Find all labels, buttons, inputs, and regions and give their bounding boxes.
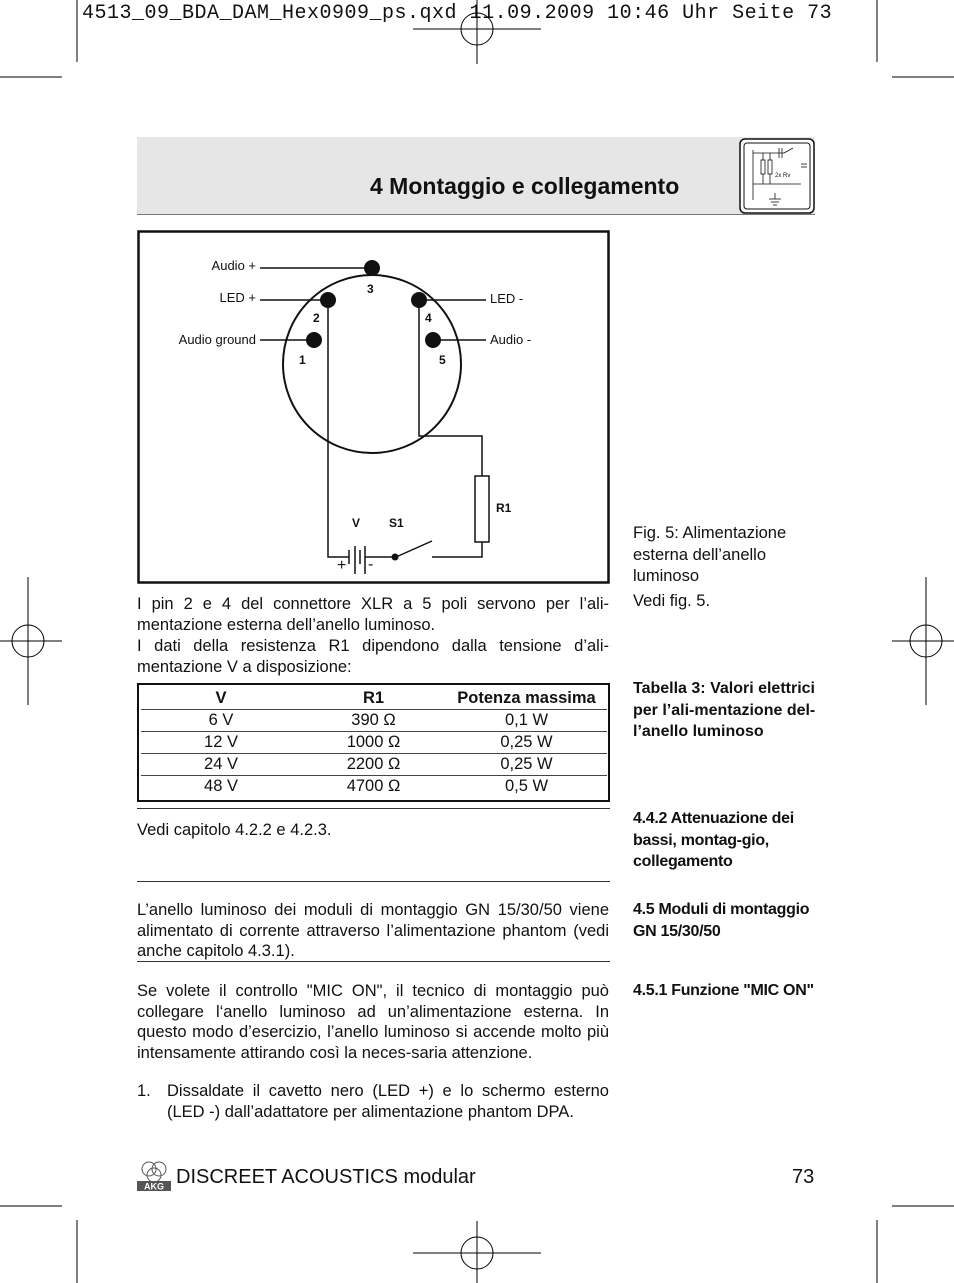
registration-mark-right	[892, 577, 954, 705]
paragraph-resistance: I dati della resistenza R1 dipendono dalla tensione d’ali-mentazione V a disposizione:	[137, 637, 609, 676]
table-row	[141, 776, 607, 798]
table-cell: 2200 Ω	[301, 754, 446, 776]
wiring-diagram	[137, 230, 610, 584]
table-cell: 0,25 W	[446, 754, 607, 776]
table-header-v: V	[141, 687, 301, 710]
table-cell: 48 V	[204, 777, 238, 795]
akg-logo-icon	[136, 1158, 172, 1192]
table-cell: 390 Ω	[301, 710, 446, 732]
registration-mark-left	[0, 577, 62, 705]
registration-mark-top	[413, 0, 541, 64]
paragraph-phantom-power: L’anello luminoso dei moduli di montaggio GN 15/30/50 viene alimentato di corrente attraverso l’alimentazione phantom (vedi anche capitolo 4.3.1).	[137, 901, 609, 960]
see-chapter-note: Vedi capitolo 4.2.2 e 4.2.3.	[137, 821, 332, 839]
table-cell: 4700 Ω	[346, 777, 401, 795]
table-row	[141, 710, 607, 732]
pin-2-label: 2	[313, 311, 320, 325]
v-label: V	[352, 516, 361, 530]
section-divider	[137, 808, 610, 809]
resistor-r1	[475, 476, 489, 542]
registration-mark-bottom	[413, 1221, 541, 1283]
figure-caption: Fig. 5: Alimentazione esterna dell’anello luminoso	[633, 524, 787, 585]
section-heading-4-5-1: 4.5.1 Funzione "MIC ON"	[633, 982, 814, 999]
pin-5-label: 5	[439, 353, 446, 367]
wire-r1-to-switch	[432, 542, 482, 557]
switch-s1-lever	[396, 541, 432, 557]
paragraph-pins: I pin 2 e 4 del connettore XLR a 5 poli servono per l’ali-mentazione esterna dell’anello luminoso.	[137, 595, 609, 634]
s1-label: S1	[389, 516, 404, 530]
logo-text: AKG	[144, 1181, 164, 1192]
battery-minus-label: -	[368, 556, 374, 573]
battery-plus-label: +	[337, 557, 347, 574]
table-cell: 0,5 W	[504, 777, 549, 795]
see-figure-note: Vedi fig. 5.	[633, 592, 711, 610]
chapter-title: 4 Montaggio e collegamento	[370, 173, 680, 199]
table-cell: 0,25 W	[446, 732, 607, 754]
r1-label: R1	[496, 501, 512, 515]
label-audio-plus: Audio +	[211, 258, 256, 273]
list-number: 1.	[137, 1082, 151, 1100]
xlr-connector-outline	[283, 275, 461, 453]
pin-4-label: 4	[425, 311, 432, 325]
circuit-icon	[739, 138, 815, 214]
table-header-r1: R1	[301, 687, 446, 710]
table-row	[141, 732, 607, 754]
paragraph-mic-on: Se volete il controllo "MIC ON", il tecnico di montaggio può collegare l‘anello luminoso ad un’alimentazione esterna. In questo modo d’esercizio, l’anello luminoso si accende molto più intensamente attirando così la neces-saria attenzione.	[137, 982, 609, 1062]
page-number: 73	[792, 1166, 815, 1188]
label-led-minus: LED -	[490, 291, 524, 306]
pin-1-label: 1	[299, 353, 306, 367]
footer-product-name: DISCREET ACOUSTICS modular	[176, 1166, 476, 1188]
label-audio-minus: Audio -	[490, 332, 532, 347]
wire-led-plus-to-battery	[328, 300, 349, 557]
wire-led-minus-to-r1	[419, 300, 482, 476]
table-cell: 12 V	[141, 732, 301, 754]
pin-3-label: 3	[367, 282, 374, 296]
table-header-row	[141, 687, 607, 710]
section-heading-4-5: 4.5 Moduli di montaggio GN 15/30/50	[633, 901, 810, 940]
table-caption: Tabella 3: Valori elettrici per l’ali-mentazione del-l’anello luminoso	[633, 680, 816, 740]
table-cell: 1000 Ω	[301, 732, 446, 754]
switch-s1-pivot	[392, 554, 399, 561]
table-cell: 0,1 W	[446, 710, 607, 732]
table-cell: 6 V	[141, 710, 301, 732]
label-led-plus: LED +	[219, 290, 256, 305]
label-audio-ground: Audio ground	[178, 332, 256, 347]
circuit-icon-label: 2x Rv	[775, 173, 791, 179]
list-item: Dissaldate il cavetto nero (LED +) e lo schermo esterno (LED -) dall’adattatore per alimentazione phantom DPA.	[167, 1082, 609, 1121]
table-cell: 24 V	[141, 754, 301, 776]
section-divider	[137, 881, 610, 882]
table-row	[141, 754, 607, 776]
table-header-power: Potenza massima	[446, 687, 607, 710]
electrical-values-table	[137, 683, 610, 802]
print-slug: 4513_09_BDA_DAM_Hex0909_ps.qxd 11.09.2009 10:46 Uhr Seite 73	[82, 2, 833, 25]
instruction-list	[137, 1081, 609, 1122]
section-heading-4-4-2: 4.4.2 Attenuazione dei bassi, montag-gio, collegamento	[633, 810, 794, 870]
section-divider	[137, 961, 610, 962]
